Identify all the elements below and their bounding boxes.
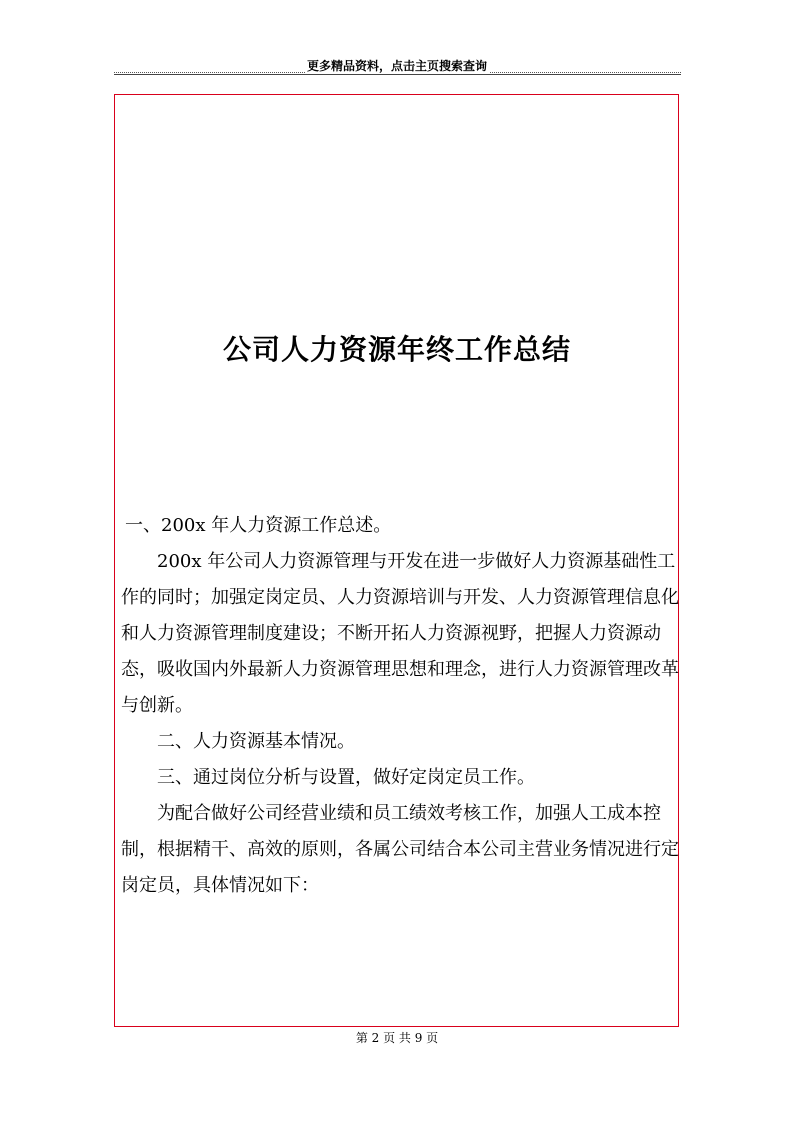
document-body (121, 508, 681, 904)
header-text: 更多精品资料，点击主页搜索查询 (306, 59, 487, 73)
page-header (0, 58, 794, 74)
paragraph-overview: 200x 年公司人力资源管理与开发在进一步做好人力资源基础性工作的同时；加强定岗定员、人力资源培训与开发、人力资源管理信息化和人力资源管理制度建设；不断开拓人力资源视野，把握人力资源动态，吸收国内外最新人力资源管理思想和理念，进行人力资源管理改革与创新。 (121, 551, 679, 716)
header-rule (114, 74, 681, 75)
section-heading-2: 二、人力资源基本情况。 (157, 731, 355, 752)
section-heading-1: 一、200x 年人力资源工作总述。 (125, 515, 392, 536)
paragraph-staffing: 为配合做好公司经营业绩和员工绩效考核工作，加强人工成本控制，根据精干、高效的原则，各属公司结合本公司主营业务情况进行定岗定员，具体情况如下： (121, 803, 679, 896)
page-number-footer: 第 2 页 共 9 页 (355, 1031, 439, 1045)
document-title: 公司人力资源年终工作总结 (222, 333, 571, 366)
section-heading-3: 三、通过岗位分析与设置，做好定岗定员工作。 (157, 767, 535, 788)
